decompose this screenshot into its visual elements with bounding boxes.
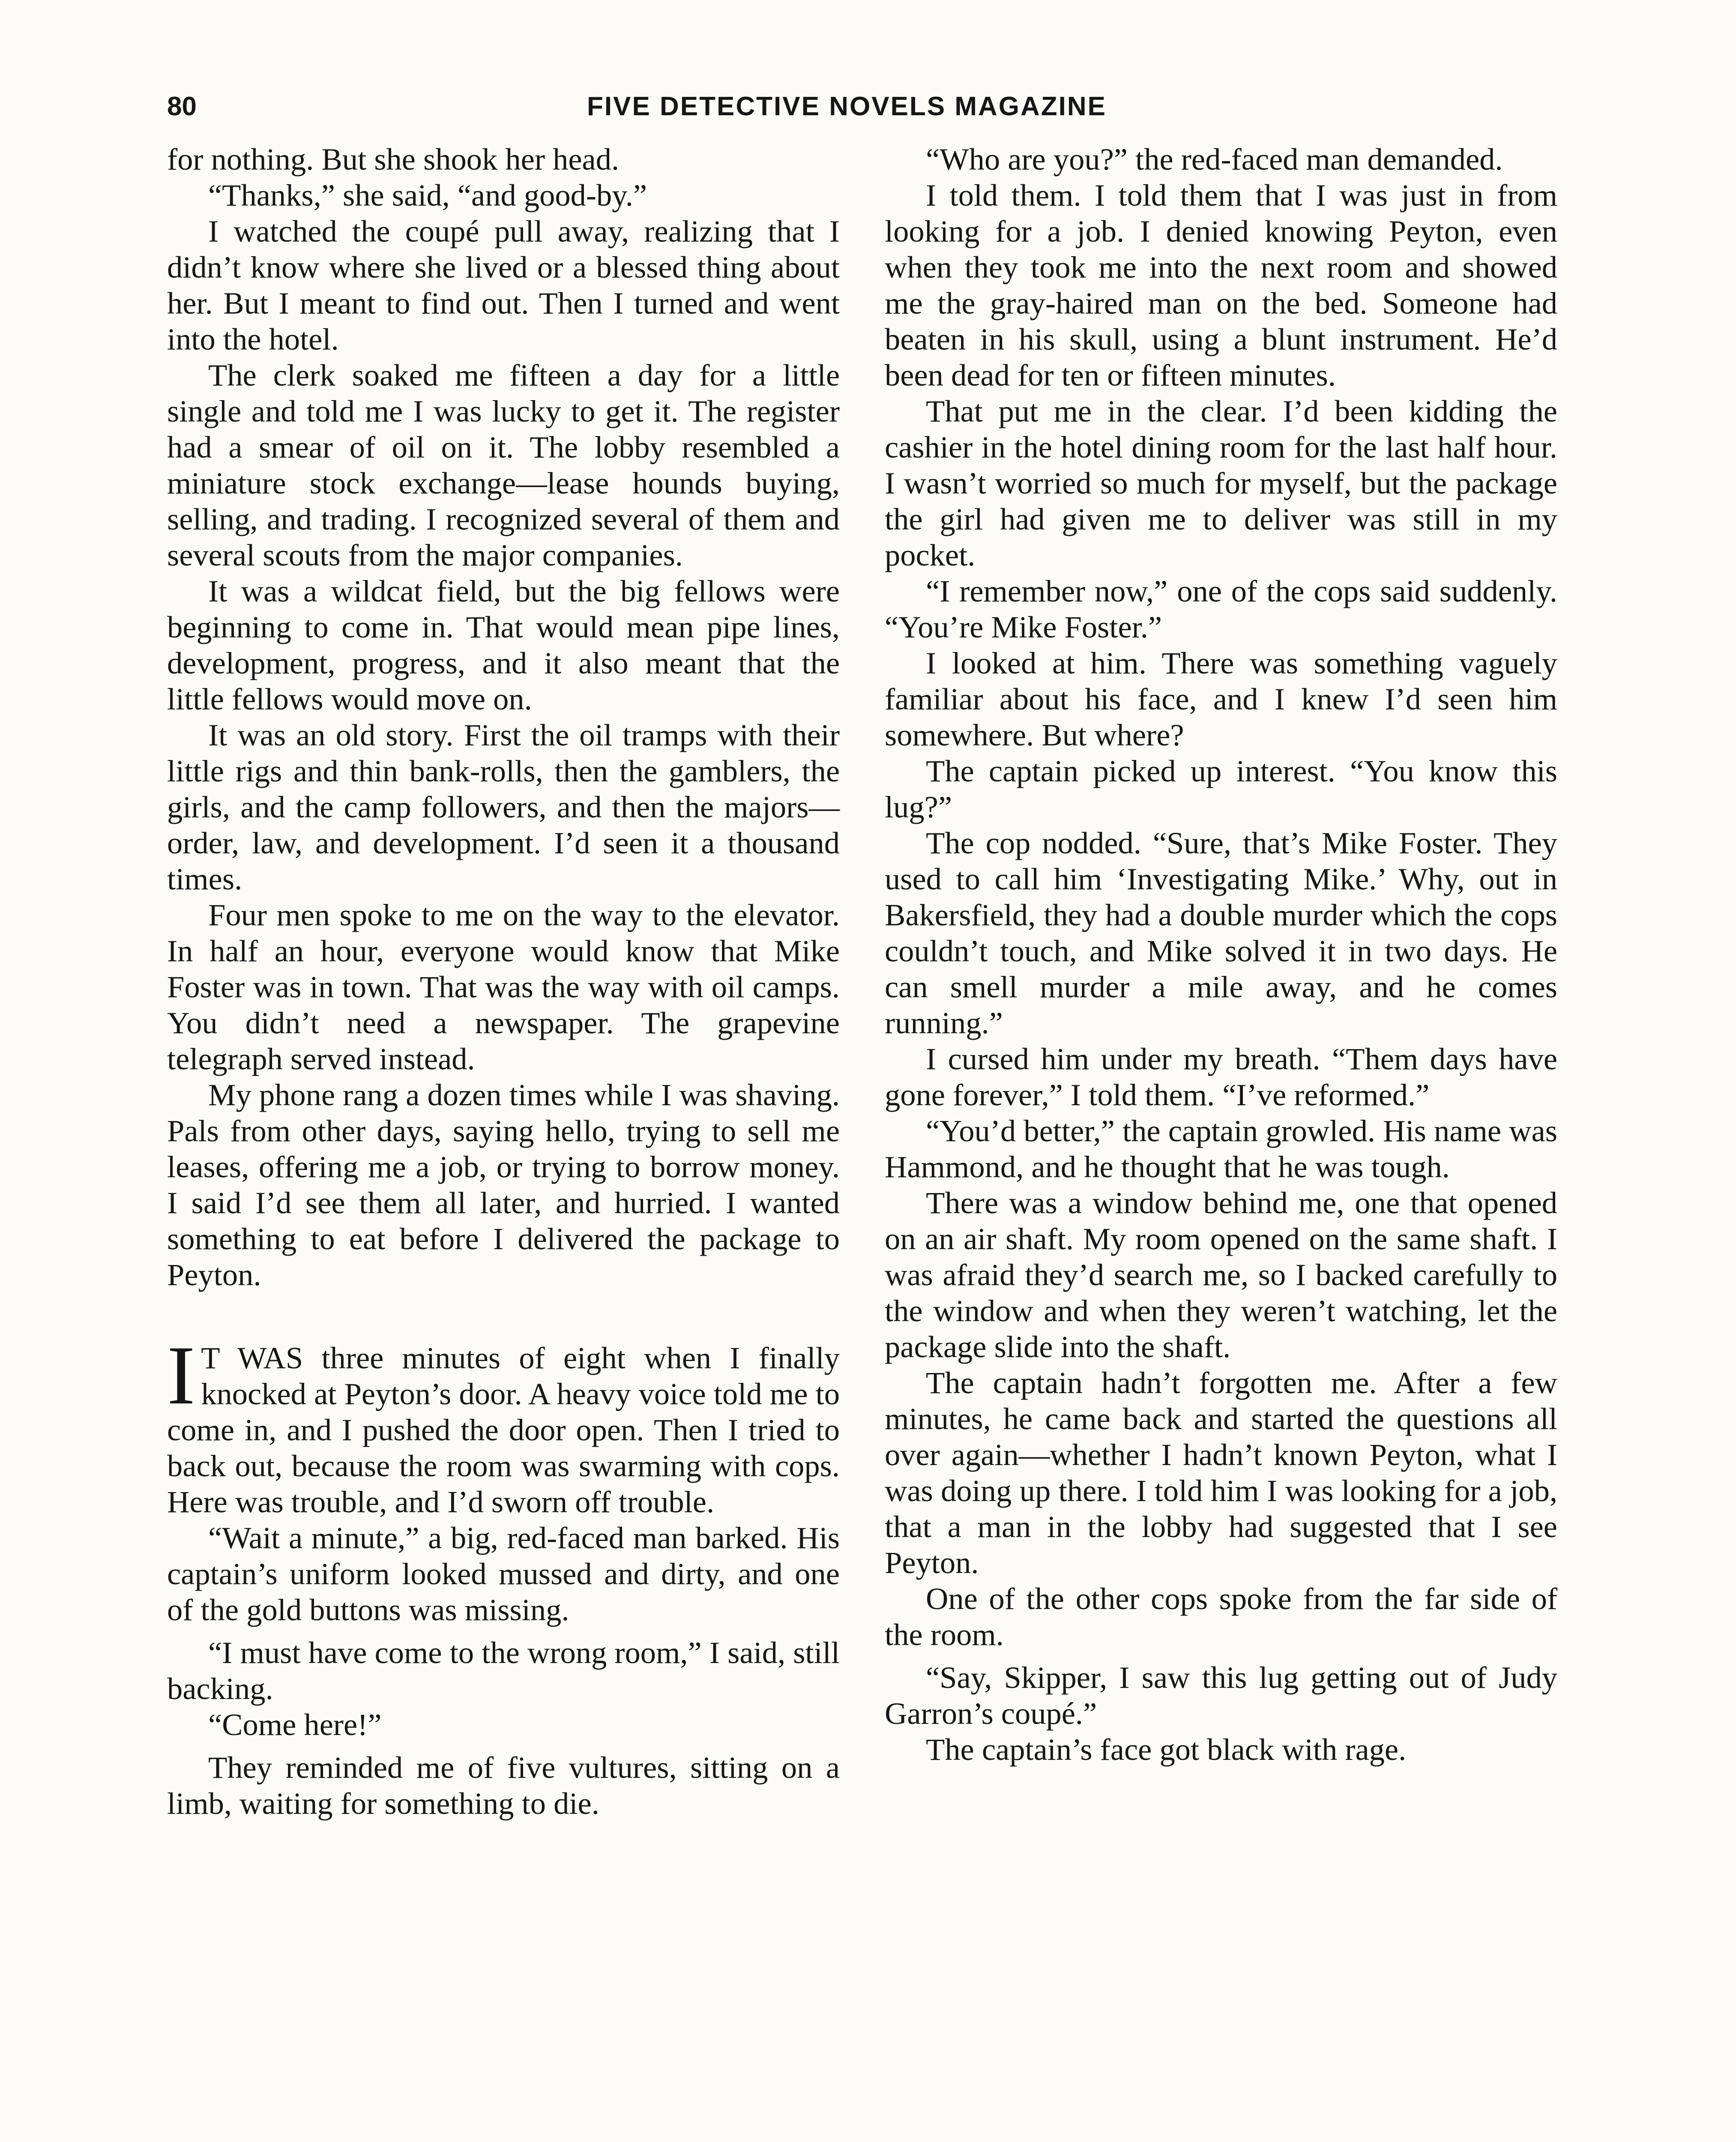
paragraph: “Say, Skipper, I saw this lug getting out of Judy Garron’s coupé.”	[885, 1660, 1557, 1731]
left-column	[167, 141, 840, 1822]
paragraph: There was a window behind me, one that opened on an air shaft. My room opened on the same shaft. I was afraid they’d search me, so I backed carefully to the window and when they weren’t watching, let the package slide into the shaft.	[885, 1185, 1557, 1364]
paragraph: The captain picked up interest. “You know this lug?”	[885, 754, 1557, 824]
paragraph: “Come here!”	[208, 1707, 382, 1742]
section-opening-paragraph	[167, 1329, 840, 1520]
paragraph: for nothing. But she shook her head.	[167, 142, 620, 177]
paragraph: “I must have come to the wrong room,” I said, still backing.	[167, 1635, 840, 1706]
paragraph: Four men spoke to me on the way to the elevator. In half an hour, everyone would know that Mike Foster was in town. That was the way with oil camps. You didn’t need a newspaper. The grapevine telegraph served instead.	[167, 897, 840, 1076]
paragraph-text: T WAS three minutes of eight when I finally knocked at Peyton’s door. A heavy voice told me to come in, and I pushed the door open. Then I tried to back out, because the room was swarming with cops. Here was trouble, and I’d sworn off trouble.	[167, 1340, 840, 1519]
paragraph: The captain’s face got black with rage.	[926, 1732, 1407, 1767]
paragraph: The clerk soaked me fifteen a day for a little single and told me I was lucky to get it. The register had a smear of oil on it. The lobby resembled a miniature stock exchange—lease hounds buying, selling, and trading. I recognized several of them and several scouts from the major companies.	[167, 358, 840, 572]
paragraph: “Wait a minute,” a big, red-faced man barked. His captain’s uniform looked mussed and dirty, and one of the gold buttons was missing.	[167, 1520, 840, 1627]
paragraph: “Who are you?” the red-faced man demanded.	[926, 142, 1503, 177]
paragraph: It was an old story. First the oil tramps with their little rigs and thin bank-rolls, then the gamblers, the girls, and the camp followers, and then the majors—order, law, and development. I’d seen it a thousand times.	[167, 718, 840, 896]
paragraph: The captain hadn’t forgotten me. After a few minutes, he came back and started the questions all over again—whether I hadn’t known Peyton, what I was doing up there. I told him I was looking for a job, that a man in the lobby had suggested that I see Peyton.	[885, 1365, 1557, 1580]
page-number: 80	[167, 92, 197, 121]
paragraph: The cop nodded. “Sure, that’s Mike Foster. They used to call him ‘Investigating Mike.’ Why, out in Bakersfield, they had a double murder which the cops couldn’t touch, and Mike solved it in two days. He can smell murder a mile away, and he comes running.”	[885, 826, 1557, 1040]
paragraph: I watched the coupé pull away, realizing that I didn’t know where she lived or a blessed thing about her. But I meant to find out. Then I turned and went into the hotel.	[167, 214, 840, 356]
paragraph: “Thanks,” she said, “and good-by.”	[208, 178, 647, 212]
paragraph: I cursed him under my breath. “Them days have gone forever,” I told them. “I’ve reformed.”	[885, 1041, 1557, 1112]
magazine-title: FIVE DETECTIVE NOVELS MAGAZINE	[587, 92, 1107, 121]
drop-cap: I	[167, 1329, 195, 1422]
paragraph: It was a wildcat field, but the big fellows were beginning to come in. That would mean pipe lines, development, progress, and it also meant that the little fellows would move on.	[167, 574, 840, 716]
paragraph: I told them. I told them that I was just in from looking for a job. I denied knowing Peyton, even when they took me into the next room and showed me the gray-haired man on the bed. Someone had beaten in his skull, using a blunt instrument. He’d been dead for ten or fifteen minutes.	[885, 178, 1557, 392]
paragraph: I looked at him. There was something vaguely familiar about his face, and I knew I’d seen him somewhere. But where?	[885, 646, 1557, 752]
paragraph: That put me in the clear. I’d been kidding the cashier in the hotel dining room for the last half hour. I wasn’t worried so much for myself, but the package the girl had given me to deliver was still in my pocket.	[885, 394, 1557, 572]
paragraph: They reminded me of five vultures, sitting on a limb, waiting for something to die.	[167, 1750, 840, 1821]
right-column	[885, 141, 1557, 1768]
paragraph: “I remember now,” one of the cops said suddenly. “You’re Mike Foster.”	[885, 574, 1557, 644]
paragraph: One of the other cops spoke from the far side of the room.	[885, 1581, 1557, 1652]
paragraph: “You’d better,” the captain growled. His name was Hammond, and he thought that he was tough.	[885, 1113, 1557, 1184]
paragraph: My phone rang a dozen times while I was shaving. Pals from other days, saying hello, trying to sell me leases, offering me a job, or trying to borrow money. I said I’d see them all later, and hurried. I wanted something to eat before I delivered the package to Peyton.	[167, 1077, 840, 1292]
